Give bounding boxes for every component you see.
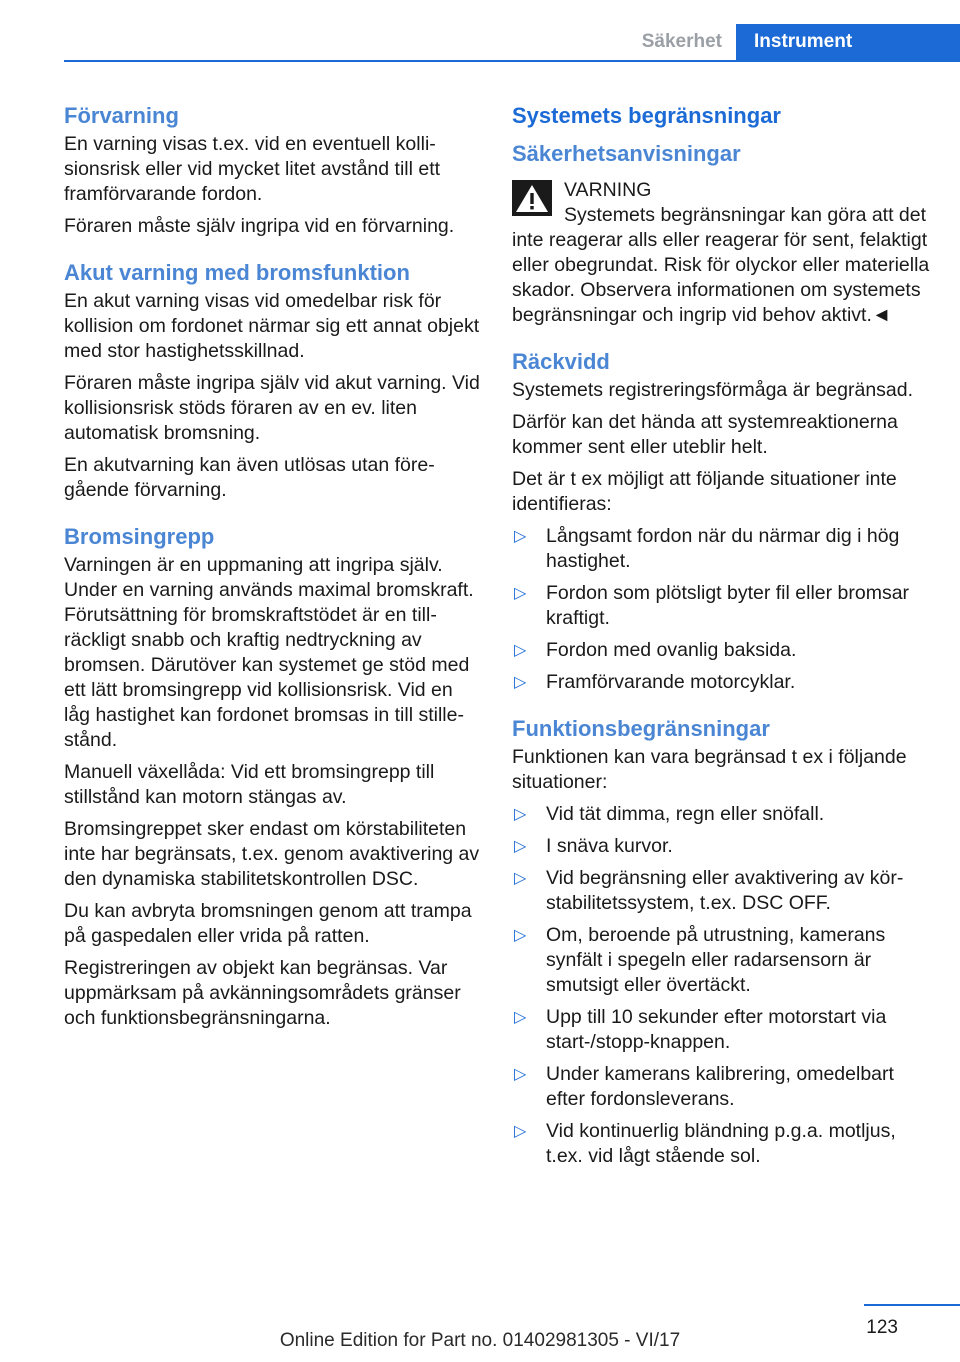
list-item (512, 1005, 932, 1055)
paragraph: Systemets registreringsförmåga är begränsad. (512, 379, 914, 401)
right-column (512, 100, 932, 1176)
list-item (512, 581, 932, 631)
list-item-text: Framförvarande motorcyklar. (546, 671, 796, 693)
paragraph: Det är t ex möjligt att följande situationer inte identifieras: (512, 468, 897, 515)
header-rule (64, 60, 960, 62)
list-item (512, 866, 932, 916)
triangle-bullet-icon: ▷ (514, 1009, 527, 1026)
paragraph: Du kan avbryta bromsningen genom att trampa på gaspedalen eller vrida på ratten. (64, 900, 472, 947)
page-number: 123 (866, 1317, 898, 1338)
footer-rule (864, 1304, 960, 1306)
heading-systemets-begransningar: Systemets begränsningar (512, 103, 781, 128)
paragraph: Föraren måste själv ingripa vid en förvarning. (64, 215, 455, 237)
heading-bromsingrepp: Bromsingrepp (64, 524, 215, 549)
list-item (512, 1119, 932, 1169)
heading-akut-varning: Akut varning med bromsfunktion (64, 260, 410, 285)
section-tab[interactable]: Säkerhet (641, 31, 722, 52)
heading-forvarning: Förvarning (64, 103, 179, 128)
rackvidd-list (512, 524, 932, 695)
triangle-bullet-icon: ▷ (514, 806, 527, 823)
paragraph: Därför kan det hända att systemreaktionerna kommer sent eller uteblir helt. (512, 411, 898, 458)
list-item-text: I snäva kurvor. (546, 835, 673, 857)
triangle-bullet-icon: ▷ (514, 838, 527, 855)
list-item (512, 834, 932, 859)
triangle-bullet-icon: ▷ (514, 642, 527, 659)
list-item-text: Upp till 10 sekunder efter motorstart via start-/stopp-knappen. (546, 1006, 887, 1053)
list-item-text: Om, beroende på utrustning, kamerans synfält i spegeln eller radarsensorn är smutsigt eller övertäckt. (546, 924, 886, 996)
list-item (512, 638, 932, 663)
warning-text: Systemets begränsningar kan göra att det inte reagerar alls eller reagerar för sent, felaktigt eller obegrundat. Risk för olyckor eller materiella skador. Observera informationen om systemets begränsningar och ingrip vid behov aktivt.◄ (512, 204, 930, 326)
list-item-text: Långsamt fordon när du närmar dig i hög hastighet. (546, 525, 900, 572)
list-item-text: Vid kontinuerlig bländning p.g.a. motljus, t.ex. vid lågt stående sol. (546, 1120, 896, 1167)
paragraph: Bromsingreppet sker endast om körstabiliteten inte har begränsats, t.ex. genom avaktivering av den dynamiska stabilitetskontrollen DSC. (64, 818, 480, 890)
paragraph: Funktionen kan vara begränsad t ex i följande situationer: (512, 746, 907, 793)
triangle-bullet-icon: ▷ (514, 1066, 527, 1083)
triangle-bullet-icon: ▷ (514, 674, 527, 691)
paragraph: Manuell växellåda: Vid ett bromsingrepp till stillstånd kan motorn stängas av. (64, 761, 435, 808)
paragraph: En varning visas t.ex. vid en eventuell kollisionsrisk eller vid mycket litet avstånd till ett framförvarande fordon. (64, 133, 441, 205)
warning-title: VARNING (564, 179, 652, 201)
list-item-text: Fordon med ovanlig baksida. (546, 639, 797, 661)
triangle-bullet-icon: ▷ (514, 585, 527, 602)
edition-footer: Online Edition for Part no. 01402981305 - VI/17 (279, 1330, 681, 1351)
triangle-bullet-icon: ▷ (514, 528, 527, 545)
left-column (64, 100, 482, 1038)
paragraph: En akut varning visas vid omedelbar risk för kollision om fordonet närmar sig ett annat objekt med stor hastighetsskillnad. (64, 290, 480, 362)
warning-triangle-icon (512, 180, 552, 216)
paragraph: Varningen är en uppmaning att ingripa själv. Under en varning används maximal bromskraft. Förutsättning för bromskraftstödet är en tillräckligt snabb och kraftig nedtryckning av bromsen. Därutöver kan systemet ge stöd med ett lätt bromsingrepp vid kollisionsrisk. Vid en låg hastighet kan fordonet bromsas in till stillestånd. (64, 554, 474, 751)
heading-funktionsbegransningar: Funktionsbegränsningar (512, 716, 770, 741)
heading-sakerhetsanvisningar: Säkerhetsanvisningar (512, 141, 741, 166)
heading-rackvidd: Räckvidd (512, 349, 610, 374)
list-item-text: Under kamerans kalibrering, omedelbart efter fordonsleverans. (546, 1063, 894, 1110)
paragraph: En akutvarning kan även utlösas utan föregående förvarning. (64, 454, 435, 501)
list-item (512, 802, 932, 827)
funktion-list (512, 802, 932, 1169)
page-header (0, 0, 960, 62)
list-item (512, 670, 932, 695)
triangle-bullet-icon: ▷ (514, 870, 527, 887)
warning-block (512, 178, 932, 228)
list-item-text: Vid begränsning eller avaktivering av körstabilitetssystem, t.ex. DSC OFF. (546, 867, 904, 914)
list-item (512, 1062, 932, 1112)
list-item-text: Vid tät dimma, regn eller snöfall. (546, 803, 825, 825)
triangle-bullet-icon: ▷ (514, 927, 527, 944)
list-item (512, 923, 932, 998)
triangle-bullet-icon: ▷ (514, 1123, 527, 1140)
list-item-text: Fordon som plötsligt byter fil eller bromsar kraftigt. (546, 582, 910, 629)
paragraph: Föraren måste ingripa själv vid akut varning. Vid kollisionsrisk stöds föraren av en ev. liten automatisk bromsning. (64, 372, 480, 444)
paragraph: Registreringen av objekt kan begränsas. Var uppmärksam på avkänningsområdets gränser och funktionsbegränsningarna. (64, 957, 461, 1029)
chapter-tab-active[interactable]: Instrument (736, 24, 960, 62)
list-item (512, 524, 932, 574)
